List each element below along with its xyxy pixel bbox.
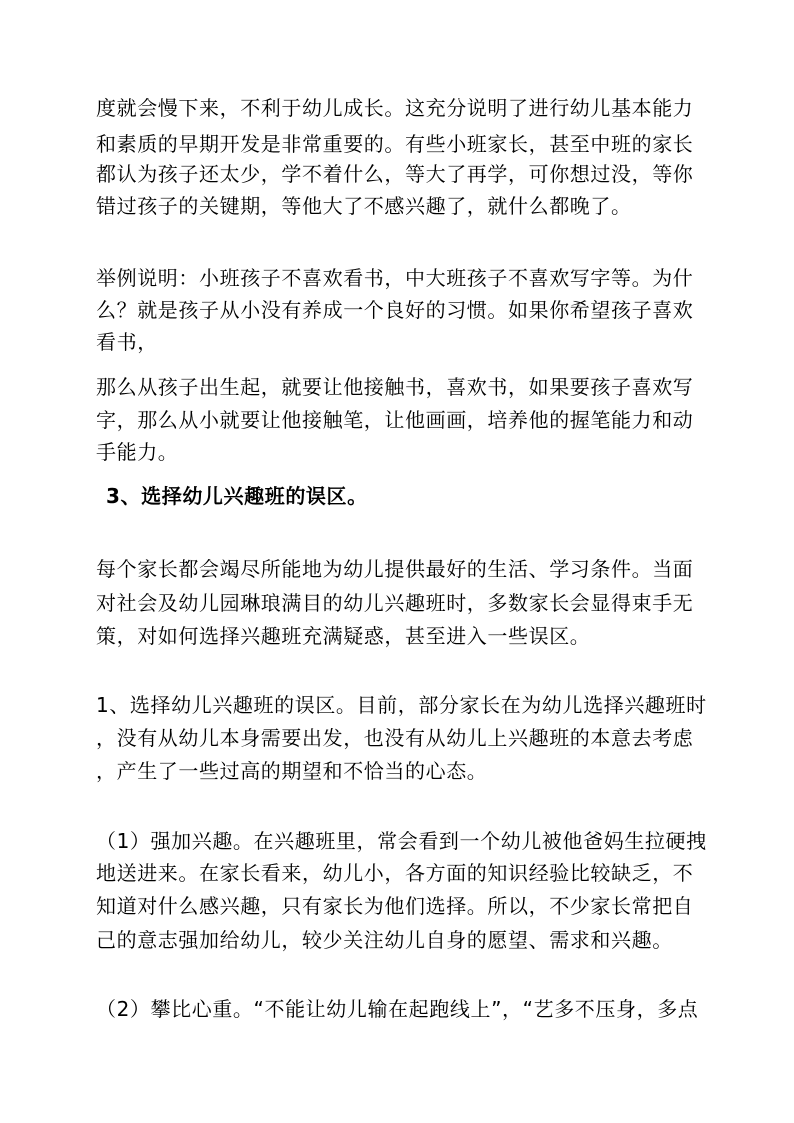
paragraph-6-line-1: （1）强加兴趣。在兴趣班里，常会看到一个幼儿被他爸妈生拉硬拽 — [96, 829, 707, 853]
paragraph-6-line-4: 己的意志强加给幼儿，较少关注幼儿自身的愿望、需求和兴趣。 — [96, 928, 673, 952]
paragraph-2-line-1: 举例说明：小班孩子不喜欢看书，中大班孩子不喜欢写字等。为什 — [96, 266, 694, 290]
paragraph-3-line-3: 手能力。 — [96, 440, 179, 464]
paragraph-4-line-3: 策，对如何选择兴趣班充满疑惑，甚至进入一些误区。 — [96, 624, 591, 648]
paragraph-3-line-2: 字，那么从小就要让他接触笔，让他画画，培养他的握笔能力和动 — [96, 408, 694, 432]
paragraph-7-line-1: （2）攀比心重。“不能让幼儿输在起跑线上”，“艺多不压身，多点 — [96, 997, 699, 1021]
paragraph-5-line-2: ，没有从幼儿本身需要出发，也没有从幼儿上兴趣班的本意去考虑 — [96, 726, 694, 750]
paragraph-6-line-2: 地送进来。在家长看来，幼儿小，各方面的知识经验比较缺乏，不 — [96, 861, 694, 885]
section-heading: 3、选择幼儿兴趣班的误区。 — [106, 484, 368, 508]
paragraph-5-line-1: 1、选择幼儿兴趣班的误区。目前，部分家长在为幼儿选择兴趣班时 — [96, 693, 707, 717]
paragraph-2-line-3: 看书， — [96, 330, 158, 354]
paragraph-1-line-4: 错过孩子的关键期，等他大了不感兴趣了，就什么都晚了。 — [96, 194, 632, 218]
paragraph-1-line-2: 和素质的早期开发是非常重要的。有些小班家长，甚至中班的家长 — [96, 132, 694, 156]
paragraph-4-line-1: 每个家长都会竭尽所能地为幼儿提供最好的生活、学习条件。当面 — [96, 557, 694, 581]
paragraph-2-line-2: 么？就是孩子从小没有养成一个良好的习惯。如果你希望孩子喜欢 — [96, 298, 694, 322]
paragraph-6-line-3: 知道对什么感兴趣，只有家长为他们选择。所以，不少家长常把自 — [96, 894, 694, 918]
paragraph-1-line-1: 度就会慢下来，不利于幼儿成长。这充分说明了进行幼儿基本能力 — [96, 96, 694, 120]
paragraph-3-line-1: 那么从孩子出生起，就要让他接触书，喜欢书，如果要孩子喜欢写 — [96, 375, 694, 399]
paragraph-5-line-3: ，产生了一些过高的期望和不恰当的心态。 — [96, 759, 488, 783]
paragraph-4-line-2: 对社会及幼儿园琳琅满目的幼儿兴趣班时，多数家长会显得束手无 — [96, 591, 694, 615]
paragraph-1-line-3: 都认为孩子还太少，学不着什么，等大了再学，可你想过没，等你 — [96, 162, 694, 186]
